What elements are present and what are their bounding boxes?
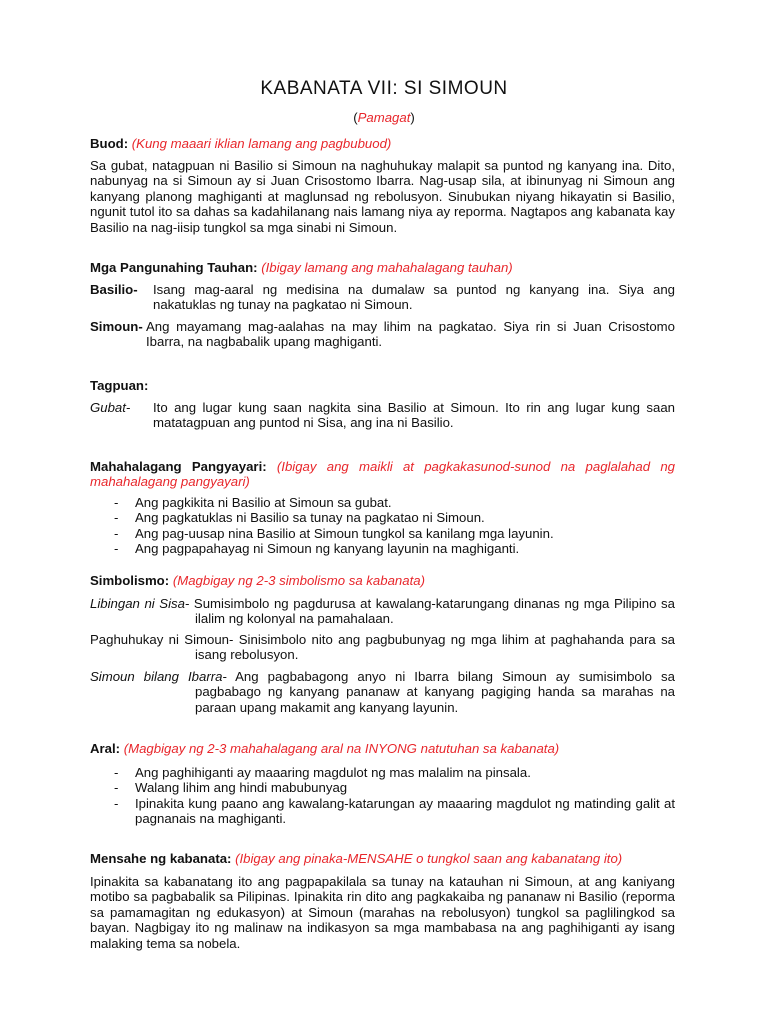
simbolismo-item-libingan [90,596,675,627]
aral-hint: (Magbigay ng 2-3 mahahalagang aral na INYONG natutuhan sa kabanata) [123,741,560,756]
list-item [90,510,675,525]
dash-marker: - [114,765,119,780]
subtitle-word: Pamagat [357,110,411,125]
pangyayari-label: Mahahalagang Pangyayari: [90,459,267,474]
tauhan-label: Mga Pangunahing Tauhan: [90,260,258,275]
list-item-text: Ang pagkikita ni Basilio at Simoun sa gubat. [135,495,392,510]
pangyayari-list [90,495,675,557]
mensahe-hint: (Ibigay ang pinaka-MENSAHE o tungkol saan ang kabanatang ito) [235,851,623,866]
page-subtitle [0,110,768,125]
tauhan-name: Simoun- [90,319,143,334]
tauhan-heading [90,260,675,275]
list-item [90,495,675,510]
tagpuan-desc: Ito ang lugar kung saan nagkita sina Basilio at Simoun. Ito rin ang lugar kung saan matatagpuan ang puntod ni Sisa, ang ina ni Basilio. [153,400,675,431]
tauhan-desc: Isang mag-aaral ng medisina na dumalaw sa puntod ng kanyang ina. Siya ang nakatuklas ng tunay na pagkatao ni Simoun. [153,282,675,313]
mensahe-label: Mensahe ng kabanata: [90,851,232,866]
buod-heading [90,136,675,151]
simbolismo-label: Simbolismo: [90,573,170,588]
tagpuan-item [90,400,675,431]
simbolismo-item-simoun [90,669,675,715]
aral-heading [90,741,675,756]
dash-marker: - [114,525,119,541]
simbolismo-desc: Sumisimbolo ng pagdurusa at kawalang-katarungang dinanas ng mga Pilipino sa ilalim ng kolonyal na pamahalaan. [193,596,675,627]
dash-marker: - [114,780,119,796]
paren-close: ) [410,110,415,125]
paren-open: ( [353,110,358,125]
tauhan-item-simoun [90,319,675,350]
simbolismo-desc: Sinisimbolo nito ang pagbubunyag ng mga lihim at paghahanda para sa isang rebolusyon. [195,632,675,663]
list-item [90,796,675,827]
buod-label: Buod: [90,136,129,151]
tagpuan-label: Tagpuan: [90,378,149,393]
tagpuan-place: Gubat- [90,400,131,415]
simbolismo-term: Paghuhukay ni Simoun- [90,632,234,647]
dash-marker: - [114,495,119,510]
simbolismo-heading [90,573,675,588]
tauhan-item-basilio [90,282,675,313]
aral-label: Aral: [90,741,121,756]
list-item [90,780,675,795]
list-item [90,765,675,780]
mensahe-text: Ipinakita sa kabanatang ito ang pagpapakilala sa tunay na katauhan ni Simoun, at ang kaniyang motibo sa pagbabalik sa Pilipinas. Ipinakita rin dito ang pagkakaiba ng pananaw ni Basilio (reporma sa pamamagitan ng edukasyon) at Simoun (marahas na rebolusyon) tungkol sa paglilingkod sa bayan. Nagbigay ito ng malinaw na indikasyon sa mga mambabasa na ang paghihiganti ay isang malaking tema sa nobela. [90,874,675,951]
list-item-text: Ipinakita kung paano ang kawalang-katarungan ay maaaring magdulot ng matinding galit at pagnanais na maghiganti. [135,795,675,827]
buod-hint: (Kung maaari iklian lamang ang pagbubuod) [131,136,392,151]
mensahe-heading [90,851,675,866]
tauhan-hint: (Ibigay lamang ang mahahalagang tauhan) [261,260,513,275]
simbolismo-term: Simoun bilang Ibarra- [90,669,227,684]
simbolismo-item-paghuhukay [90,632,675,663]
simbolismo-hint: (Magbigay ng 2-3 simbolismo sa kabanata) [172,573,425,588]
list-item-text: Walang lihim ang hindi mabubunyag [135,780,348,796]
page-title: KABANATA VII: SI SIMOUN [260,78,508,99]
pangyayari-heading [90,459,675,490]
tauhan-name: Basilio- [90,282,138,297]
simbolismo-term: Libingan ni Sisa- [90,596,190,611]
tauhan-desc: Ang mayamang mag-aalahas na may lihim na pagkatao. Siya rin si Juan Crisostomo Ibarra, na nagbabalik upang maghiganti. [146,319,675,350]
list-item-text: Ang pagkatuklas ni Basilio sa tunay na pagkatao ni Simoun. [135,510,485,526]
dash-marker: - [114,795,119,811]
list-item-text: Ang pagpapahayag ni Simoun ng kanyang layunin na maghiganti. [135,541,520,557]
tagpuan-heading [90,378,675,393]
list-item [90,541,675,556]
list-item-text: Ang paghihiganti ay maaaring magdulot ng mas malalim na pinsala. [135,765,531,780]
buod-text: Sa gubat, natagpuan ni Basilio si Simoun na naghuhukay malapit sa puntod ng kanyang ina. Dito, nabunyag na si Simoun ay si Juan Crisostomo Ibarra. Nag-usap sila, at ibinunyag ni Simoun ang kanyang planong maghiganti at maglunsad ng rebolusyon. Sinubukan niyang hikayatin si Basilio, ngunit tutol ito sa dahas sa kadahilanang nais lamang niya ay reporma. Nagtapos ang kabanata kay Basilio na nag-iisip tungkol sa mga sinabi ni Simoun. [90,158,675,235]
dash-marker: - [114,541,119,557]
dash-marker: - [114,510,119,526]
pangyayari-hint: (Ibigay ang maikli at pagkakasunod-sunod na paglalahad ng mahahalagang pangyayari) [90,459,675,490]
list-item [90,526,675,541]
list-item-text: Ang pag-uusap nina Basilio at Simoun tungkol sa kanilang mga layunin. [135,525,554,541]
simbolismo-desc: Ang pagbabagong anyo ni Ibarra bilang Simoun ay sumisimbolo sa pagbabago ng kanyang pananaw at kanyang pagiging handa sa marahas na paraan upang makamit ang kanyang layunin. [195,669,675,715]
aral-list [90,765,675,827]
